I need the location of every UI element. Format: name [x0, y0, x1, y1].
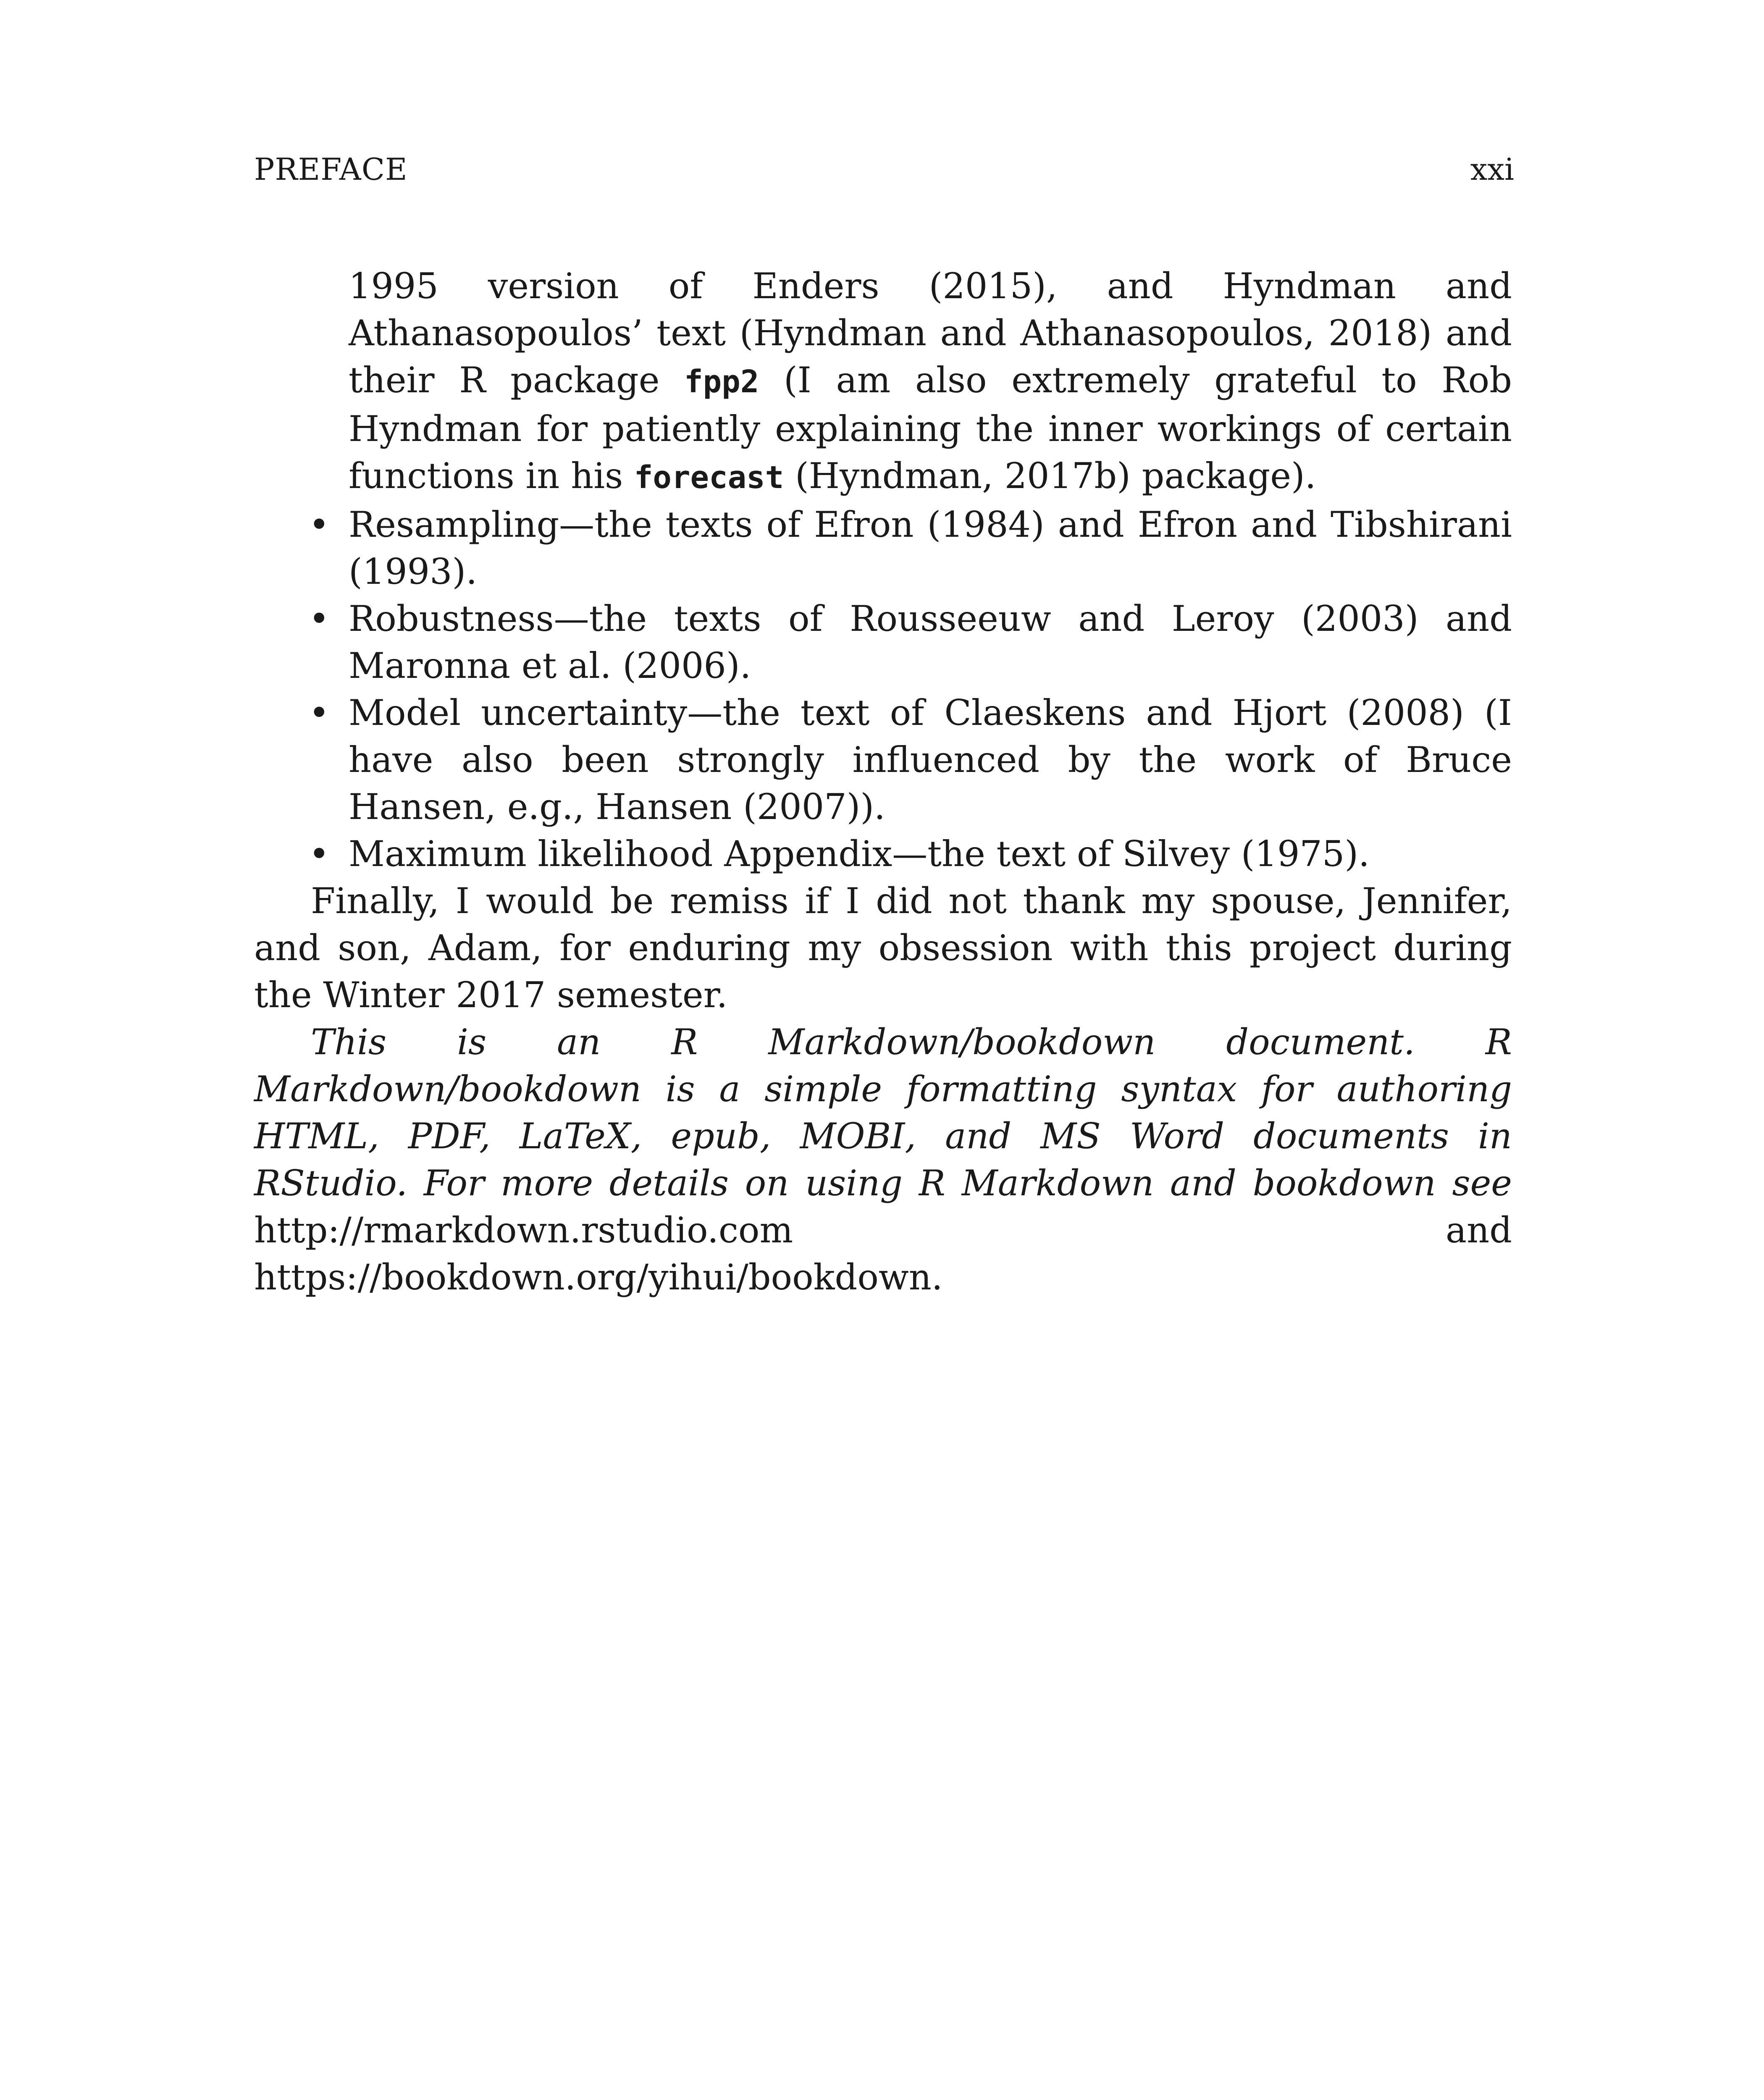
reference-list [254, 501, 1512, 877]
rmarkdown-link[interactable]: http://rmarkdown.rstudio.com [254, 1210, 793, 1251]
bullet-icon: • [309, 504, 330, 545]
continued-text-2: (I am also extremely grateful to Rob Hyndman for patiently explaining the inner workings of certain functions in his [349, 360, 1512, 496]
bullet-icon: • [309, 833, 330, 874]
note-end-text: . [931, 1257, 943, 1298]
bullet-icon: • [309, 692, 330, 733]
code-forecast: forecast [634, 459, 784, 496]
note-italic-text: This is an R Markdown/bookdown document. R Markdown/bookdown is a simple formatting syntax for authoring HTML, PDF, LaTeX, epub, MOBI, and MS Word documents in RStudio. For more details on using R Markdown and bookdown see [254, 1021, 1512, 1204]
acknowledgement-paragraph: Finally, I would be remiss if I did not thank my spouse, Jennifer, and son, Adam, for enduring my obsession with this project during the Winter 2017 semester. [254, 880, 1512, 1016]
bookdown-note-paragraph [254, 1018, 1512, 1301]
bookdown-link[interactable]: https://bookdown.org/yihui/bookdown [254, 1257, 932, 1298]
section-title: PREFACE [254, 152, 408, 187]
list-item-text: Robustness—the texts of Rousseeuw and Leroy (2003) and Maronna et al. (2006). [349, 598, 1512, 686]
bullet-icon: • [309, 598, 330, 639]
list-item-text: Maximum likelihood Appendix—the text of Silvey (1975). [349, 833, 1370, 874]
page-body [254, 262, 1512, 1301]
list-item [254, 689, 1512, 830]
list-item [254, 830, 1512, 877]
continued-list-item [254, 262, 1512, 501]
list-item [254, 501, 1512, 595]
page-number: xxi [1470, 152, 1514, 187]
list-item-text: Model uncertainty—the text of Claeskens and Hjort (2008) (I have also been strongly influenced by the work of Bruce Hansen, e.g., Hansen (2007)). [349, 692, 1512, 827]
list-item [254, 595, 1512, 689]
code-fpp2: fpp2 [684, 364, 759, 400]
running-header [254, 150, 1514, 188]
list-item-text: Resampling—the texts of Efron (1984) and Efron and Tibshirani (1993). [349, 504, 1512, 592]
continued-text-1: 1995 version of Enders (2015), and Hyndman and Athanasopoulos’ text (Hyndman and Athanasopoulos, 2018) and their R package [349, 265, 1512, 401]
note-and-text: and [793, 1210, 1512, 1251]
continued-text-3: (Hyndman, 2017b) package). [784, 455, 1316, 496]
